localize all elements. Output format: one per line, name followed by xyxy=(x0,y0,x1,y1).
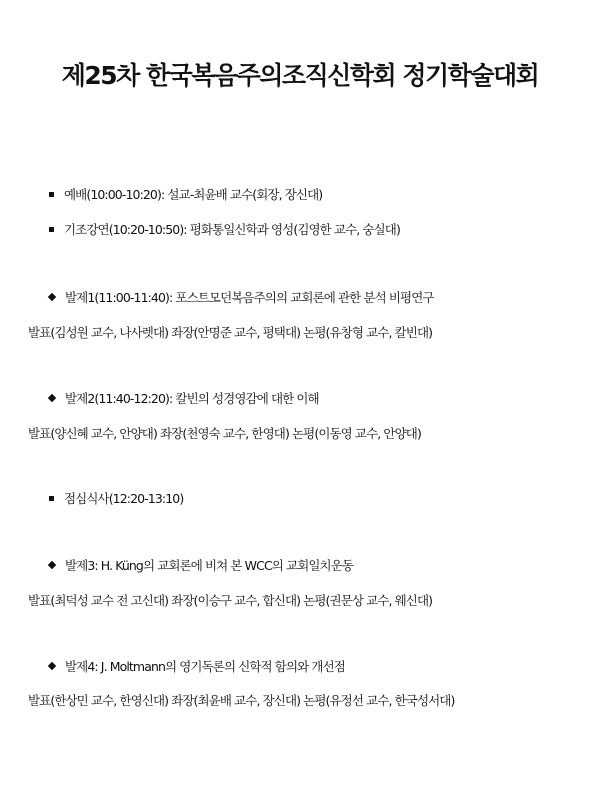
square-bullet-icon xyxy=(49,192,54,197)
program-item-presentation-2: 발제2(11:40-12:20): 칼빈의 성경영감에 대한 이해 xyxy=(46,390,596,408)
diamond-bullet-icon xyxy=(48,394,56,402)
program-item-worship: 예배(10:00-10:20): 설교-최윤배 교수(회장, 장신대) xyxy=(46,186,596,204)
program-detail-presentation-4: 발표(한상민 교수, 한영신대) 좌장(최윤배 교수, 장신대) 논평(유정선 교수, 한국성서대) xyxy=(28,693,455,708)
program-detail-presentation-3: 발표(최덕성 교수 전 고신대) 좌장(이승구 교수, 합신대) 논평(권문상 교수, 웨신대) xyxy=(28,593,433,608)
program-item-presentation-4: 발제4: J. Moltmann의 영기독론의 신학적 함의와 개선점 xyxy=(46,658,596,676)
diamond-bullet-icon xyxy=(48,662,56,670)
program-detail-presentation-1: 발표(김성원 교수, 나사렛대) 좌장(안명준 교수, 평택대) 논평(유창형 교수, 칼빈대) xyxy=(28,325,433,340)
program-detail-presentation-2: 발표(양신혜 교수, 안양대) 좌장(천영숙 교수, 한영대) 논평(이동영 교수, 안양대) xyxy=(28,426,421,441)
square-bullet-icon xyxy=(49,496,54,501)
program-item-presentation-3: 발제3: H. Küng의 교회론에 비쳐 본 WCC의 교회일치운동 xyxy=(46,557,596,575)
diamond-bullet-icon xyxy=(48,293,56,301)
program-item-presentation-1: 발제1(11:00-11:40): 포스트모던복음주의의 교회론에 관한 분석 비평연구 xyxy=(46,289,596,307)
page-title: 제25차 한국복음주의조직신학회 정기학술대회 xyxy=(61,61,539,90)
program-item-lunch: 점심식사(12:20-13:10) xyxy=(46,490,596,508)
diamond-bullet-icon xyxy=(48,561,56,569)
square-bullet-icon xyxy=(49,227,54,232)
program-item-keynote: 기조강연(10:20-10:50): 평화통일신학과 영성(김영한 교수, 숭실대) xyxy=(46,221,596,239)
